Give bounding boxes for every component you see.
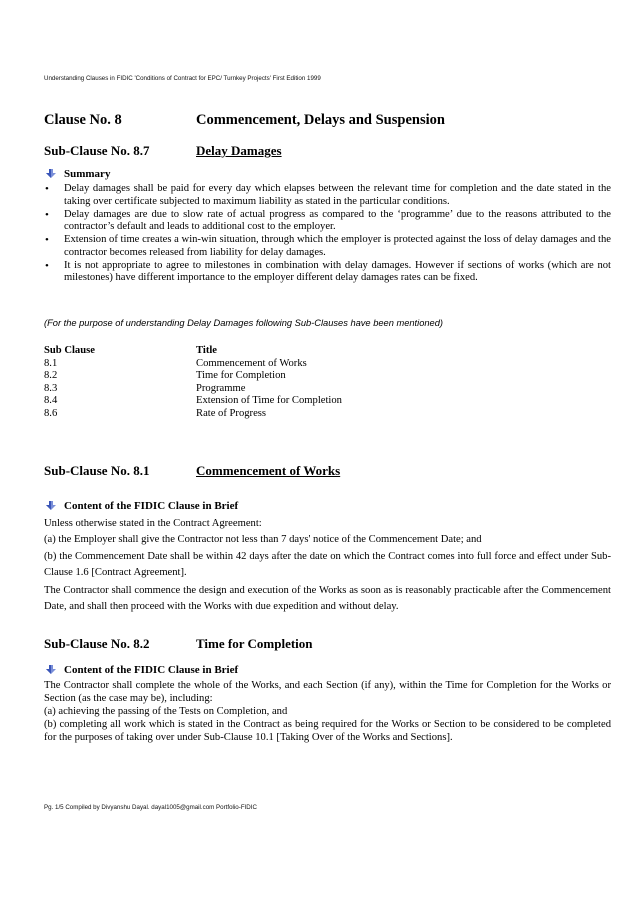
subclause-87-number: Sub-Clause No. 8.7 — [44, 143, 150, 158]
table-header — [44, 345, 217, 358]
subclause-81-title: Commencement of Works — [196, 463, 341, 478]
arrow-down-icon — [46, 501, 56, 510]
subclause-81-heading — [44, 463, 341, 479]
table-row: 8.1 Commencement of Works — [44, 357, 307, 369]
summary-bullet: • It is not appropriate to agree to milestones in combination with delay damages. However if sections of works (which are not milestones) have different importance to the employer different delay damages rates can be fixed. — [44, 260, 611, 285]
text-line: (a) achieving the passing of the Tests on Completion, and — [44, 706, 288, 717]
text-line: (b) the Commencement Date shall be within 42 days after the date on which the Contract comes into full force and effect under Sub-Clause 1.6 [Contract Agreement]. — [44, 550, 611, 578]
clause-number: Clause No. 8 — [44, 112, 122, 128]
subclause-81-number: Sub-Clause No. 8.1 — [44, 463, 150, 478]
arrow-down-icon — [46, 665, 56, 674]
summary-bullet: • Delay damages shall be paid for every day which elapses between the relevant time for completion and the date stated in the taking over certificate subjected to maximum liability as stated in the particular conditions. — [44, 183, 611, 208]
page-header: Understanding Clauses in FIDIC 'Conditions of Contract for EPC/ Turnkey Projects' First Edition 1999 — [44, 75, 321, 82]
arrow-down-icon — [46, 169, 56, 178]
text-line: (b) completing all work which is stated in the Contract as being required for the Works or Section to be considered to be completed for the purposes of taking over under Sub-Clause 10.1 [Taking Over of the Works and Sections]. — [44, 719, 611, 743]
summary-heading: Summary — [46, 168, 110, 180]
subclause-87-heading — [44, 143, 282, 159]
purpose-note: (For the purpose of understanding Delay Damages following Sub-Clauses have been mentioned) — [44, 318, 443, 328]
summary-bullet: • Delay damages are due to slow rate of actual progress as compared to the ‘programme’ due to the reasons attributed to the contractor’s default and leads to additional cost to the employer. — [44, 209, 611, 234]
subclause-82-heading — [44, 636, 313, 652]
table-row: 8.4 Extension of Time for Completion — [44, 395, 342, 407]
brief-heading-82: Content of the FIDIC Clause in Brief — [46, 664, 238, 676]
subclause-81-paragraph: The Contractor shall commence the design and execution of the Works as soon as is reasonably practicable after the Commencement Date, and shall then proceed with the Works with due expedition and without delay. — [44, 585, 611, 613]
table-row: 8.6 Rate of Progress — [44, 407, 267, 419]
page-footer: Pg. 1/5 Compiled by Divyanshu Dayal. dayal1005@gmail.com Portfolio-FIDIC — [44, 804, 257, 811]
subclause-82-text — [44, 679, 611, 744]
clause-heading — [44, 112, 445, 129]
subclause-82-title: Time for Completion — [196, 636, 313, 651]
summary-bullets — [44, 183, 611, 285]
clause-title: Commencement, Delays and Suspension — [196, 112, 445, 128]
table-row: 8.2 Time for Completion — [44, 370, 286, 382]
subclause-87-title: Delay Damages — [196, 143, 282, 158]
subclause-81-text — [44, 516, 611, 581]
table-row: 8.3 Programme — [44, 382, 246, 394]
subclause-82-number: Sub-Clause No. 8.2 — [44, 636, 150, 651]
subclause-table — [44, 345, 342, 421]
summary-bullet: • Extension of time creates a win-win situation, through which the employer is protected against the loss of delay damages and the contractor becomes released from liability for delay damages. — [44, 234, 611, 259]
text-line: The Contractor shall complete the whole of the Works, and each Section (if any), within the Time for Completion for the Works or Section (as the case may be), including: — [44, 680, 611, 704]
text-line: (a) the Employer shall give the Contractor not less than 7 days' notice of the Commencement Date; and — [44, 534, 482, 546]
text-line: Unless otherwise stated in the Contract Agreement: — [44, 518, 262, 529]
brief-heading-81: Content of the FIDIC Clause in Brief — [46, 500, 238, 512]
col-subclause-header: Sub Clause — [44, 345, 95, 356]
col-title-header: Title — [196, 345, 217, 356]
